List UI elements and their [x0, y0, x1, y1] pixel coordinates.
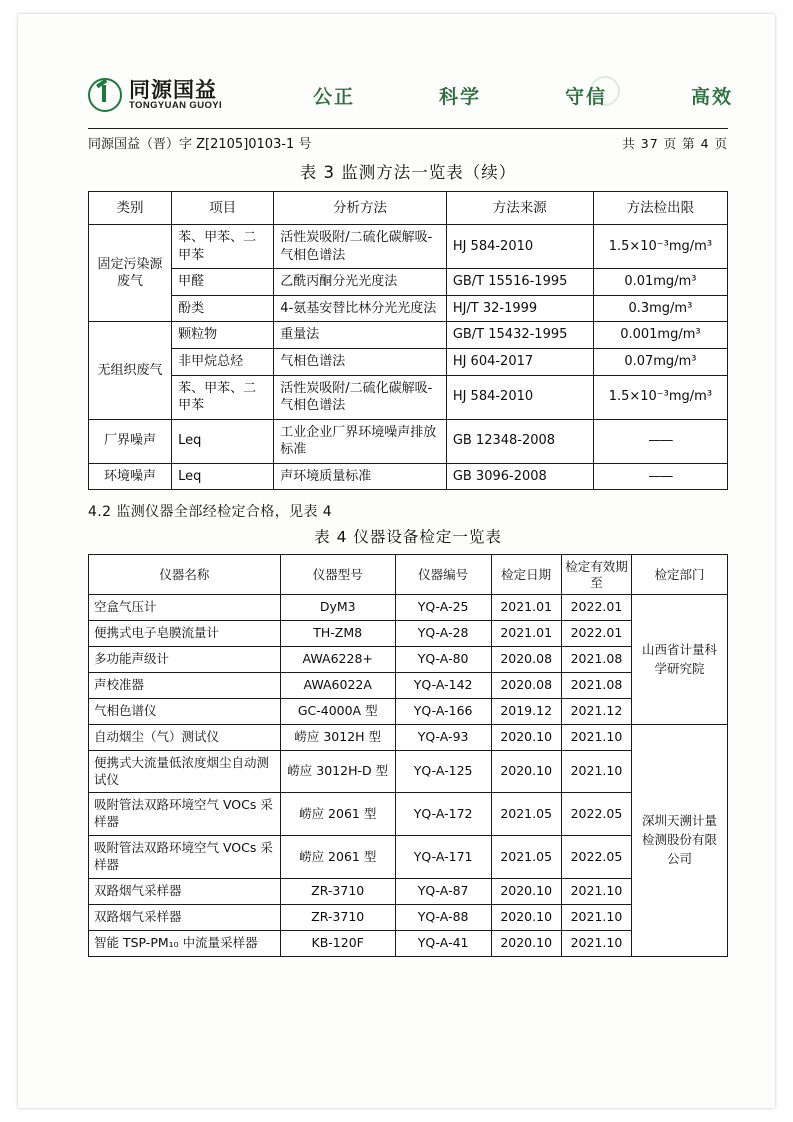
- table4-cell-model: 崂应 2061 型: [280, 793, 395, 836]
- table4-cell-name: 双路烟气采样器: [89, 904, 281, 930]
- table4-cell-model: ZR-3710: [280, 904, 395, 930]
- table3-cell-category: 厂界噪声: [89, 419, 172, 463]
- table4-col-date: 检定日期: [491, 555, 561, 595]
- table4-cell-name: 便携式电子皂膜流量计: [89, 621, 281, 647]
- table4-cell-date: 2020.10: [491, 724, 561, 750]
- table-row: [89, 724, 728, 750]
- table3-col-item: 项目: [172, 192, 274, 225]
- table-row: [89, 419, 728, 463]
- table3-cell-item: Leq: [172, 419, 274, 463]
- table3-cell-method: 工业企业厂界环境噪声排放标准: [274, 419, 447, 463]
- table3-cell-limit: 0.3mg/m³: [593, 295, 727, 322]
- scanned-sheet: [18, 14, 775, 1108]
- logo-name-cn: 同源国益: [129, 77, 217, 102]
- table4-cell-number: YQ-A-28: [395, 621, 491, 647]
- table4-cell-valid: 2021.12: [561, 698, 631, 724]
- table4-cell-model: 崂应 3012H 型: [280, 724, 395, 750]
- table4-cell-number: YQ-A-88: [395, 904, 491, 930]
- table3-cell-limit: 0.01mg/m³: [593, 269, 727, 296]
- table4-col-name: 仪器名称: [89, 555, 281, 595]
- table4-title: 表 4 仪器设备检定一览表: [314, 528, 502, 547]
- table3-cell-method: 4-氨基安替比林分光光度法: [274, 295, 447, 322]
- table4-col-valid: 检定有效期至: [561, 555, 631, 595]
- table3-cell-method: 活性炭吸附/二硫化碳解吸-气相色谱法: [274, 375, 447, 419]
- table4-col-department: 检定部门: [632, 555, 728, 595]
- document-reference-line: [88, 133, 728, 152]
- logo-text: [129, 79, 222, 111]
- table3-col-method: 分析方法: [274, 192, 447, 225]
- table4-col-model: 仪器型号: [280, 555, 395, 595]
- letterhead-divider: [88, 128, 728, 129]
- table4-cell-name: 双路烟气采样器: [89, 878, 281, 904]
- page-number: 共 37 页 第 4 页: [622, 136, 728, 151]
- table3-col-limit: 方法检出限: [593, 192, 727, 225]
- slogan-row: [313, 82, 733, 109]
- table3-cell-source: GB 12348-2008: [446, 419, 593, 463]
- table4-cell-name: 自动烟尘（气）测试仪: [89, 724, 281, 750]
- table4-cell-date: 2020.10: [491, 750, 561, 793]
- table3-cell-item: 非甲烷总烃: [172, 348, 274, 375]
- slogan-word-4: 高效: [690, 86, 733, 108]
- table4-cell-valid: 2021.10: [561, 724, 631, 750]
- table3-cell-item: 颗粒物: [172, 322, 274, 349]
- table3-cell-source: HJ 584-2010: [446, 225, 593, 269]
- table4-cell-number: YQ-A-87: [395, 878, 491, 904]
- table3-cell-limit: 1.5×10⁻³mg/m³: [593, 375, 727, 419]
- table4-cell-name: 智能 TSP-PM₁₀ 中流量采样器: [89, 930, 281, 956]
- table4-cell-date: 2020.08: [491, 647, 561, 673]
- table4-cell-model: DyM3: [280, 595, 395, 621]
- table4-cell-date: 2020.08: [491, 673, 561, 699]
- table4-cell-model: 崂应 2061 型: [280, 836, 395, 879]
- table3-cell-source: HJ/T 32-1999: [446, 295, 593, 322]
- logo-mark-icon: [88, 78, 122, 112]
- table4-cell-model: ZR-3710: [280, 878, 395, 904]
- table3-cell-item: 苯、甲苯、二甲苯: [172, 375, 274, 419]
- table4-cell-valid: 2021.10: [561, 750, 631, 793]
- table4-cell-valid: 2022.01: [561, 595, 631, 621]
- table4-cell-valid: 2021.08: [561, 673, 631, 699]
- table3-cell-limit: ——: [593, 419, 727, 463]
- document-number: 同源国益（晋）字 Z[2105]0103-1 号: [88, 137, 312, 152]
- table4-cell-number: YQ-A-142: [395, 673, 491, 699]
- table3-cell-item: 甲醛: [172, 269, 274, 296]
- table4-cell-number: YQ-A-80: [395, 647, 491, 673]
- page-content: [88, 74, 733, 957]
- table4-cell-valid: 2021.10: [561, 930, 631, 956]
- table3-col-source: 方法来源: [446, 192, 593, 225]
- table4-cell-number: YQ-A-166: [395, 698, 491, 724]
- table4-cell-department: 深圳天溯计量检测股份有限公司: [632, 724, 728, 956]
- table3-cell-limit: ——: [593, 463, 727, 490]
- table4-cell-name: 便携式大流量低浓度烟尘自动测试仪: [89, 750, 281, 793]
- slogan-word-1: 公正: [313, 86, 356, 108]
- table4-cell-number: YQ-A-125: [395, 750, 491, 793]
- table4-cell-valid: 2021.10: [561, 878, 631, 904]
- table4-cell-model: KB-120F: [280, 930, 395, 956]
- table3-cell-method: 重量法: [274, 322, 447, 349]
- table4-cell-name: 气相色谱仪: [89, 698, 281, 724]
- table4-cell-number: YQ-A-172: [395, 793, 491, 836]
- table4-cell-number: YQ-A-25: [395, 595, 491, 621]
- table4-cell-model: 崂应 3012H-D 型: [280, 750, 395, 793]
- table4-cell-model: AWA6022A: [280, 673, 395, 699]
- table-row: [89, 348, 728, 375]
- table3-cell-item: Leq: [172, 463, 274, 490]
- table4-cell-valid: 2022.01: [561, 621, 631, 647]
- instrument-calibration-table: [88, 554, 728, 956]
- section-4-2-text: 4.2 监测仪器全部经检定合格，见表 4: [88, 504, 333, 521]
- table4-cell-valid: 2022.05: [561, 793, 631, 836]
- table4-cell-model: AWA6228+: [280, 647, 395, 673]
- table4-cell-number: YQ-A-171: [395, 836, 491, 879]
- table4-cell-name: 吸附管法双路环境空气 VOCs 采样器: [89, 836, 281, 879]
- table3-cell-limit: 1.5×10⁻³mg/m³: [593, 225, 727, 269]
- table3-cell-category: 环境噪声: [89, 463, 172, 490]
- table4-cell-model: GC-4000A 型: [280, 698, 395, 724]
- table4-cell-number: YQ-A-41: [395, 930, 491, 956]
- table4-cell-date: 2019.12: [491, 698, 561, 724]
- table-row: [89, 595, 728, 621]
- table4-cell-valid: 2021.08: [561, 647, 631, 673]
- slogan-word-3: 守信: [564, 86, 607, 108]
- logo-name-en: TONGYUAN GUOYI: [129, 100, 223, 112]
- table3-cell-method: 乙酰丙酮分光光度法: [274, 269, 447, 296]
- table4-cell-model: TH-ZM8: [280, 621, 395, 647]
- table4-cell-name: 吸附管法双路环境空气 VOCs 采样器: [89, 793, 281, 836]
- table4-cell-date: 2021.05: [491, 836, 561, 879]
- table3-cell-item: 酚类: [172, 295, 274, 322]
- table4-cell-date: 2020.10: [491, 904, 561, 930]
- table-row: [89, 375, 728, 419]
- table4-cell-date: 2020.10: [491, 930, 561, 956]
- table3-cell-method: 活性炭吸附/二硫化碳解吸-气相色谱法: [274, 225, 447, 269]
- table-row: [89, 322, 728, 349]
- table-row: [89, 295, 728, 322]
- table-row: [89, 463, 728, 490]
- table4-cell-number: YQ-A-93: [395, 724, 491, 750]
- table4-cell-valid: 2021.10: [561, 904, 631, 930]
- table3-cell-source: GB/T 15432-1995: [446, 322, 593, 349]
- table4-col-number: 仪器编号: [395, 555, 491, 595]
- table4-cell-name: 声校准器: [89, 673, 281, 699]
- table4-cell-date: 2021.05: [491, 793, 561, 836]
- table3-title: 表 3 监测方法一览表（续）: [299, 163, 517, 182]
- table4-cell-department: 山西省计量科学研究院: [632, 595, 728, 724]
- table4-cell-name: 空盒气压计: [89, 595, 281, 621]
- table4-cell-date: 2021.01: [491, 595, 561, 621]
- slogan-word-2: 科学: [438, 86, 481, 108]
- company-logo: [88, 78, 222, 112]
- table3-cell-method: 气相色谱法: [274, 348, 447, 375]
- table3-cell-category: 无组织废气: [89, 322, 172, 419]
- table4-cell-valid: 2022.05: [561, 836, 631, 879]
- monitoring-method-table: [88, 191, 728, 490]
- table3-cell-limit: 0.001mg/m³: [593, 322, 727, 349]
- table4-cell-date: 2021.01: [491, 621, 561, 647]
- table3-cell-source: HJ 584-2010: [446, 375, 593, 419]
- table3-cell-item: 苯、甲苯、二甲苯: [172, 225, 274, 269]
- table4-cell-date: 2020.10: [491, 878, 561, 904]
- letterhead: [88, 74, 733, 126]
- table4-cell-name: 多功能声级计: [89, 647, 281, 673]
- table3-cell-limit: 0.07mg/m³: [593, 348, 727, 375]
- table3-cell-method: 声环境质量标准: [274, 463, 447, 490]
- table3-col-category: 类别: [89, 192, 172, 225]
- table3-header-row: [89, 192, 728, 225]
- table3-cell-source: GB 3096-2008: [446, 463, 593, 490]
- table-row: [89, 269, 728, 296]
- table4-header-row: [89, 555, 728, 595]
- table-row: [89, 225, 728, 269]
- table3-cell-source: HJ 604-2017: [446, 348, 593, 375]
- table3-cell-category: 固定污染源废气: [89, 225, 172, 322]
- table3-cell-source: GB/T 15516-1995: [446, 269, 593, 296]
